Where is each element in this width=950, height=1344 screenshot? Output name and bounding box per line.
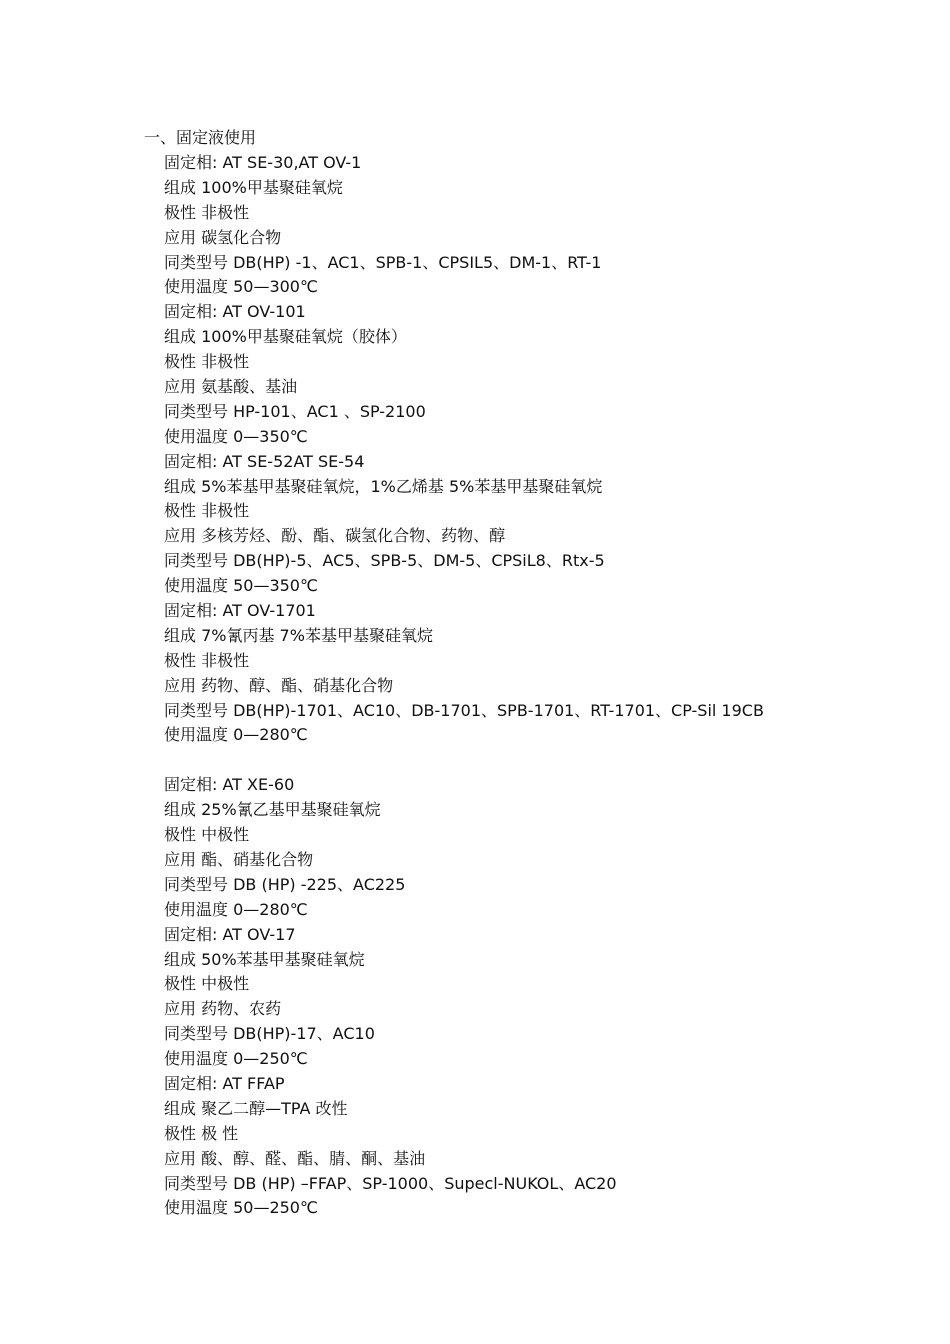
text-line: 同类型号 DB(HP)-5、AC5、SPB-5、DM-5、CPSiL8、Rtx-5: [164, 551, 605, 571]
text-line: 极性 非极性: [164, 501, 250, 521]
text-line: 组成 25%氰乙基甲基聚硅氧烷: [164, 800, 381, 820]
text-line: 使用温度 50—300℃: [164, 277, 318, 297]
text-line: 固定相: AT SE-30,AT OV-1: [164, 153, 362, 172]
text-line: 同类型号 HP-101、AC1 、SP-2100: [164, 401, 426, 421]
text-line: 组成 5%苯基甲基聚硅氧烷，1%乙烯基 5%苯基甲基聚硅氧烷: [164, 476, 603, 496]
text-line: 固定相: AT FFAP: [164, 1073, 285, 1093]
text-line: 同类型号 DB (HP) –FFAP、SP-1000、Supecl-NUKOL、AC20: [164, 1173, 617, 1193]
text-line: 同类型号 DB(HP)-17、AC10: [164, 1024, 375, 1044]
text-line: 极性 非极性: [164, 650, 250, 670]
text-line: 使用温度 0—280℃: [164, 899, 308, 919]
text-line: 使用温度 0—350℃: [164, 426, 308, 446]
text-line: 极性 极 性: [164, 1123, 239, 1143]
text-line: 使用温度 50—250℃: [164, 1198, 318, 1218]
text-line: 组成 100%甲基聚硅氧烷（胶体）: [164, 327, 407, 347]
text-line: 应用 酯、硝基化合物: [164, 849, 314, 869]
blank-line: [164, 748, 934, 773]
text-line: 使用温度 0—250℃: [164, 1049, 308, 1069]
text-line: 使用温度 0—280℃: [164, 725, 308, 745]
text-line: 固定相: AT OV-17: [164, 924, 296, 944]
text-line: 组成 聚乙二醇—TPA 改性: [164, 1098, 348, 1118]
text-line: 应用 碳氢化合物: [164, 227, 282, 247]
text-line: 极性 非极性: [164, 352, 250, 372]
document-body: [164, 151, 934, 1221]
section-heading: 一、固定液使用: [144, 128, 257, 147]
text-line: 组成 7%氰丙基 7%苯基甲基聚硅氧烷: [164, 625, 433, 645]
text-line: 极性 中极性: [164, 974, 250, 994]
text-line: 应用 酸、醇、醛、酯、腈、酮、基油: [164, 1148, 426, 1168]
text-line: 极性 非极性: [164, 202, 250, 222]
text-line: 应用 药物、农药: [164, 999, 282, 1019]
text-line: 固定相: AT OV-101: [164, 302, 306, 322]
text-line: 应用 多核芳烃、酚、酯、碳氢化合物、药物、醇: [164, 526, 506, 546]
text-line: 固定相: AT SE-52AT SE-54: [164, 451, 365, 471]
text-line: 应用 氨基酸、基油: [164, 377, 298, 397]
text-line: 使用温度 50—350℃: [164, 576, 318, 596]
text-line: 组成 50%苯基甲基聚硅氧烷: [164, 949, 365, 969]
text-line: 固定相: AT XE-60: [164, 775, 295, 795]
text-line: 同类型号 DB(HP)-1701、AC10、DB-1701、SPB-1701、RT-1701、CP-Sil 19CB: [164, 700, 764, 720]
text-line: 固定相: AT OV-1701: [164, 601, 316, 621]
text-line: 应用 药物、醇、酯、硝基化合物: [164, 675, 394, 695]
text-line: 同类型号 DB(HP) -1、AC1、SPB-1、CPSIL5、DM-1、RT-1: [164, 252, 602, 272]
text-line: 极性 中极性: [164, 825, 250, 845]
text-line: 同类型号 DB (HP) -225、AC225: [164, 874, 406, 894]
text-line: 组成 100%甲基聚硅氧烷: [164, 177, 343, 197]
